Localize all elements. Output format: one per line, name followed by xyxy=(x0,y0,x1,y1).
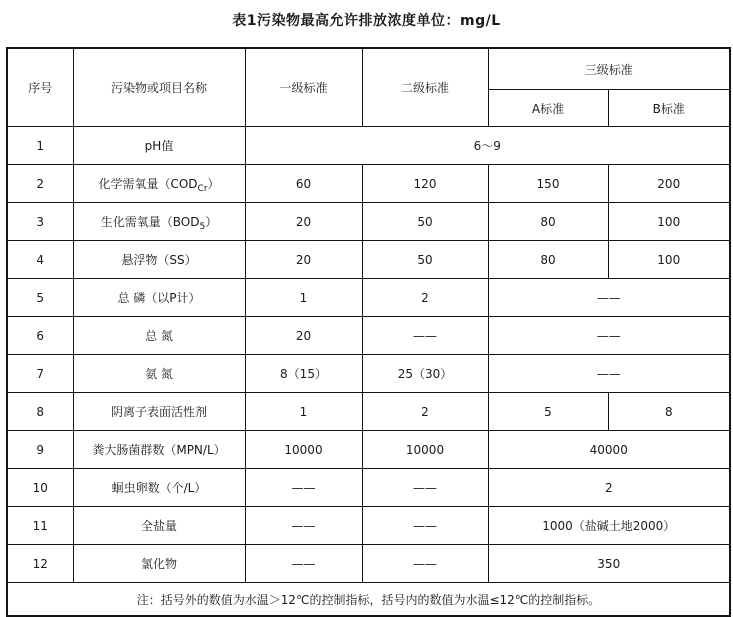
row-number-cell: 8 xyxy=(7,393,73,431)
pollutant-name-cell xyxy=(73,545,245,583)
pollutant-name-text: 生化需氧量（BOD xyxy=(100,215,200,229)
pollutant-name-cell xyxy=(73,393,245,431)
value-cell: 2 xyxy=(362,393,488,431)
value-cell: 6～9 xyxy=(245,127,730,165)
value-cell: —— xyxy=(488,355,730,393)
value-cell: 20 xyxy=(245,203,362,241)
header-col-no: 序号 xyxy=(7,48,73,127)
value-cell: 8 xyxy=(608,393,730,431)
table-note: 注：括号外的数值为水温＞12℃的控制指标，括号内的数值为水温≤12℃的控制指标。 xyxy=(7,583,730,617)
header-col-level3: 三级标准 xyxy=(488,48,730,90)
pollutant-name-cell xyxy=(73,127,245,165)
table-row xyxy=(7,279,730,317)
pollutant-name-subscript: Cr xyxy=(197,184,208,194)
table-row xyxy=(7,469,730,507)
value-cell: —— xyxy=(488,317,730,355)
value-cell: 1 xyxy=(245,393,362,431)
row-number-cell: 3 xyxy=(7,203,73,241)
value-cell: 20 xyxy=(245,241,362,279)
pollutant-name-text: 氯化物 xyxy=(140,557,177,571)
header-col-level3a: A标准 xyxy=(488,90,608,127)
pollutant-standard-table xyxy=(6,47,731,617)
table-row xyxy=(7,165,730,203)
table-row xyxy=(7,241,730,279)
table-title: 表1污染物最高允许排放浓度单位：mg/L xyxy=(232,13,501,29)
value-cell: 40000 xyxy=(488,431,730,469)
value-cell: 80 xyxy=(488,241,608,279)
pollutant-name-text: ） xyxy=(205,215,218,229)
value-cell: —— xyxy=(488,279,730,317)
pollutant-name-cell xyxy=(73,165,245,203)
value-cell: —— xyxy=(362,317,488,355)
row-number-cell: 5 xyxy=(7,279,73,317)
value-cell: 10000 xyxy=(362,431,488,469)
value-cell: 25（30） xyxy=(362,355,488,393)
header-col-level2: 二级标准 xyxy=(362,48,488,127)
pollutant-name-cell xyxy=(73,241,245,279)
table-body xyxy=(7,127,730,583)
pollutant-name-text: ） xyxy=(207,177,220,191)
value-cell: —— xyxy=(245,545,362,583)
row-number-cell: 1 xyxy=(7,127,73,165)
table-row xyxy=(7,545,730,583)
value-cell: 80 xyxy=(488,203,608,241)
value-cell: 1 xyxy=(245,279,362,317)
table-row xyxy=(7,431,730,469)
value-cell: —— xyxy=(245,469,362,507)
value-cell: 2 xyxy=(488,469,730,507)
value-cell: —— xyxy=(362,469,488,507)
pollutant-name-text: 氨 氮 xyxy=(145,367,173,381)
note-row xyxy=(7,583,730,617)
pollutant-name-text: 悬浮物（SS） xyxy=(121,253,197,267)
value-cell: 150 xyxy=(488,165,608,203)
table-header xyxy=(7,48,730,127)
pollutant-name-text: 总 氮 xyxy=(145,329,173,343)
value-cell: 2 xyxy=(362,279,488,317)
pollutant-name-text: 阴离子表面活性剂 xyxy=(110,405,207,419)
row-number-cell: 6 xyxy=(7,317,73,355)
row-number-cell: 2 xyxy=(7,165,73,203)
value-cell: 200 xyxy=(608,165,730,203)
row-number-cell: 4 xyxy=(7,241,73,279)
row-number-cell: 7 xyxy=(7,355,73,393)
value-cell: 5 xyxy=(488,393,608,431)
pollutant-name-text: 蛔虫卵数（个/L） xyxy=(111,481,207,495)
value-cell: 120 xyxy=(362,165,488,203)
pollutant-name-text: pH值 xyxy=(144,139,174,153)
pollutant-name-text: 全盐量 xyxy=(140,519,177,533)
pollutant-name-cell xyxy=(73,431,245,469)
pollutant-name-text: 总 磷（以P计） xyxy=(117,291,201,305)
table-footer xyxy=(7,583,730,617)
pollutant-name-cell xyxy=(73,279,245,317)
pollutant-name-cell xyxy=(73,203,245,241)
table-row xyxy=(7,393,730,431)
row-number-cell: 11 xyxy=(7,507,73,545)
row-number-cell: 10 xyxy=(7,469,73,507)
pollutant-name-text: 化学需氧量（COD xyxy=(98,177,198,191)
value-cell: —— xyxy=(362,545,488,583)
pollutant-name-cell xyxy=(73,469,245,507)
value-cell: 50 xyxy=(362,203,488,241)
pollutant-name-cell xyxy=(73,355,245,393)
header-col-level1: 一级标准 xyxy=(245,48,362,127)
table-row xyxy=(7,127,730,165)
header-row-top xyxy=(7,48,730,90)
pollutant-name-cell xyxy=(73,317,245,355)
value-cell: 60 xyxy=(245,165,362,203)
value-cell: —— xyxy=(245,507,362,545)
table-row xyxy=(7,203,730,241)
value-cell: 100 xyxy=(608,203,730,241)
pollutant-name-text: 粪大肠菌群数（MPN/L） xyxy=(92,443,226,457)
table-row xyxy=(7,507,730,545)
value-cell: 1000（盐碱土地2000） xyxy=(488,507,730,545)
table-row xyxy=(7,355,730,393)
row-number-cell: 9 xyxy=(7,431,73,469)
table-row xyxy=(7,317,730,355)
value-cell: 50 xyxy=(362,241,488,279)
value-cell: 10000 xyxy=(245,431,362,469)
header-col-name: 污染物或项目名称 xyxy=(73,48,245,127)
header-col-level3b: B标准 xyxy=(608,90,730,127)
value-cell: 100 xyxy=(608,241,730,279)
value-cell: 350 xyxy=(488,545,730,583)
row-number-cell: 12 xyxy=(7,545,73,583)
pollutant-name-subscript: 5 xyxy=(199,222,206,232)
value-cell: 20 xyxy=(245,317,362,355)
pollutant-name-cell xyxy=(73,507,245,545)
value-cell: 8（15） xyxy=(245,355,362,393)
value-cell: —— xyxy=(362,507,488,545)
